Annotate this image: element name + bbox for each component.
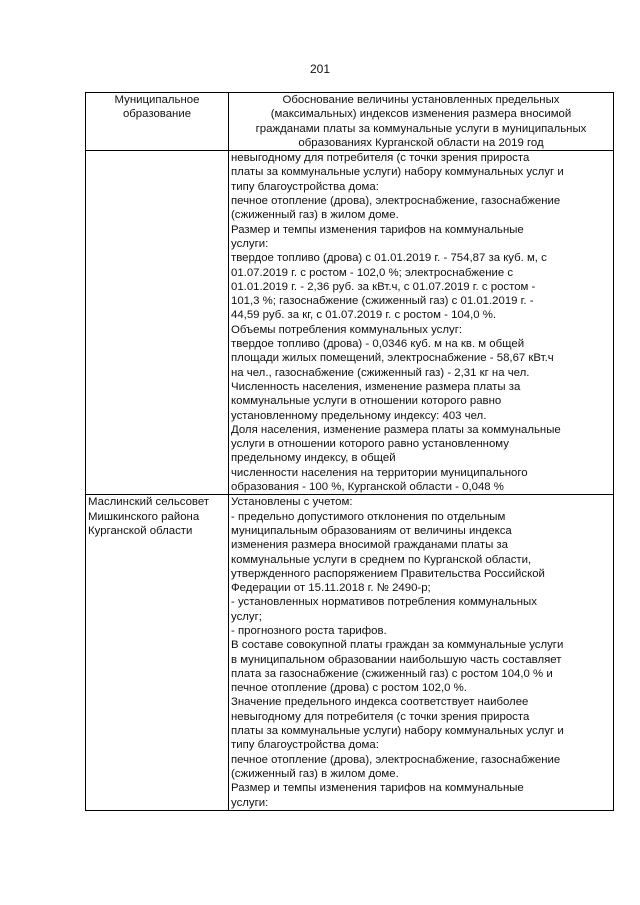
text-line: Значение предельного индекса соответствует наиболее — [231, 696, 529, 709]
text-line: коммунальные услуги в среднем по Курганской области, — [231, 553, 532, 566]
text-line: 44,59 руб. за кг, с 01.07.2019 г. с ростом - 104,0 %. — [231, 309, 497, 322]
text-line: 01.07.2019 г. с ростом - 102,0 %; электроснабжение с — [231, 266, 514, 279]
text-line: изменения размера вносимой гражданами платы за — [231, 539, 508, 552]
text-line: невыгодному для потребителя (с точки зрения прироста — [231, 152, 530, 165]
municipality-cell — [86, 151, 229, 495]
text-line: коммунальные услуги в отношении которого равно — [231, 395, 502, 408]
page-number: 201 — [309, 62, 331, 76]
text-line: Численность населения, изменение размера платы за — [231, 380, 521, 393]
text-line: муниципальным образованиям от величины индекса — [231, 524, 512, 537]
text-line: Муниципальное — [114, 94, 200, 106]
text-line: 01.01.2019 г. - 2,36 руб. за кВт.ч, с 01.07.2019 г. с ростом - — [231, 280, 536, 293]
text-line: Объемы потребления коммунальных услуг: — [231, 323, 463, 336]
text-line: печное отопление (дрова) с ростом 102,0 %. — [231, 682, 467, 695]
text-line: Мишкинского района — [88, 510, 200, 523]
text-line: - прогнозного роста тарифов. — [231, 624, 387, 637]
text-line: Курганской области — [88, 524, 193, 537]
text-line: Установлены с учетом: — [231, 496, 353, 509]
justification-cell — [229, 151, 614, 495]
text-line: утвержденного распоряжением Правительства Российской — [231, 567, 545, 580]
text-line: Размер и темпы изменения тарифов на коммунальные — [231, 782, 524, 795]
text-line: образование — [122, 108, 192, 121]
text-line: гражданами платы за коммунальные услуги в муниципальных — [255, 122, 587, 135]
text-line: услуги в отношении которого равно установленному — [231, 438, 509, 451]
text-line: услуги: — [231, 237, 269, 250]
text-line: В составе совокупной платы граждан за коммунальные услуги — [231, 639, 564, 652]
text-line: - установленных нормативов потребления коммунальных — [231, 596, 537, 609]
text-line: услуг; — [231, 610, 262, 623]
justification-cell — [229, 495, 614, 811]
table-row — [86, 151, 614, 495]
text-line: печное отопление (дрова), электроснабжение, газоснабжение — [231, 195, 561, 208]
text-line: (сжиженный газ) в жилом доме. — [231, 209, 399, 222]
text-line: - предельно допустимого отклонения по отдельным — [231, 510, 506, 523]
text-line: образования - 100 %, Курганской области - 0,048 % — [231, 481, 504, 494]
text-line: 101,3 %; газоснабжение (сжиженный газ) с 01.01.2019 г. - — [231, 295, 534, 308]
text-line: Обоснование величины установленных предельных — [282, 94, 560, 106]
text-line: предельному индексу, в общей — [231, 452, 396, 465]
text-line: образованиях Курганской области на 2019 год — [298, 136, 544, 149]
text-line: типу благоустройства дома: — [231, 739, 379, 752]
text-line: невыгодному для потребителя (с точки зрения прироста — [231, 710, 530, 723]
text-line: Федерации от 15.11.2018 г. № 2490-р; — [231, 582, 431, 595]
text-line: платы за коммунальные услуги) набору коммунальных услуг и — [231, 166, 564, 179]
text-line: Маслинский сельсовет — [88, 496, 210, 509]
text-line: печное отопление (дрова), электроснабжение, газоснабжение — [231, 753, 561, 766]
header-municipality — [86, 93, 229, 151]
text-line: услуги: — [231, 796, 269, 809]
table-header-row — [86, 93, 614, 151]
text-line: на чел., газоснабжение (сжиженный газ) - 2,31 кг на чел. — [231, 366, 530, 379]
text-line: численности населения на территории муниципального — [231, 466, 528, 479]
text-line: (сжиженный газ) в жилом доме. — [231, 767, 399, 780]
text-line: платы за коммунальные услуги) набору коммунальных услуг и — [231, 725, 564, 738]
text-line: твердое топливо (дрова) с 01.01.2019 г. - 754,87 за куб. м, с — [231, 252, 547, 265]
text-line: установленному предельному индексу: 403 чел. — [231, 409, 487, 422]
text-line: твердое топливо (дрова) - 0,0346 куб. м на кв. м общей — [231, 338, 525, 351]
text-line: плата за газоснабжение (сжиженный газ) с ростом 104,0 % и — [231, 667, 553, 680]
text-line: типу благоустройства дома: — [231, 180, 379, 193]
text-line: Доля населения, изменение размера платы за коммунальные — [231, 423, 561, 436]
tariff-justification-table — [85, 92, 614, 811]
text-line: (максимальных) индексов изменения размера вносимой — [270, 108, 572, 121]
text-line: Размер и темпы изменения тарифов на коммунальные — [231, 223, 524, 236]
municipality-cell — [86, 495, 229, 811]
table-row — [86, 495, 614, 811]
header-justification — [229, 93, 614, 151]
text-line: площади жилых помещений, электроснабжение - 58,67 кВт.ч — [231, 352, 554, 365]
text-line: в муниципальном образовании наибольшую часть составляет — [231, 653, 562, 666]
